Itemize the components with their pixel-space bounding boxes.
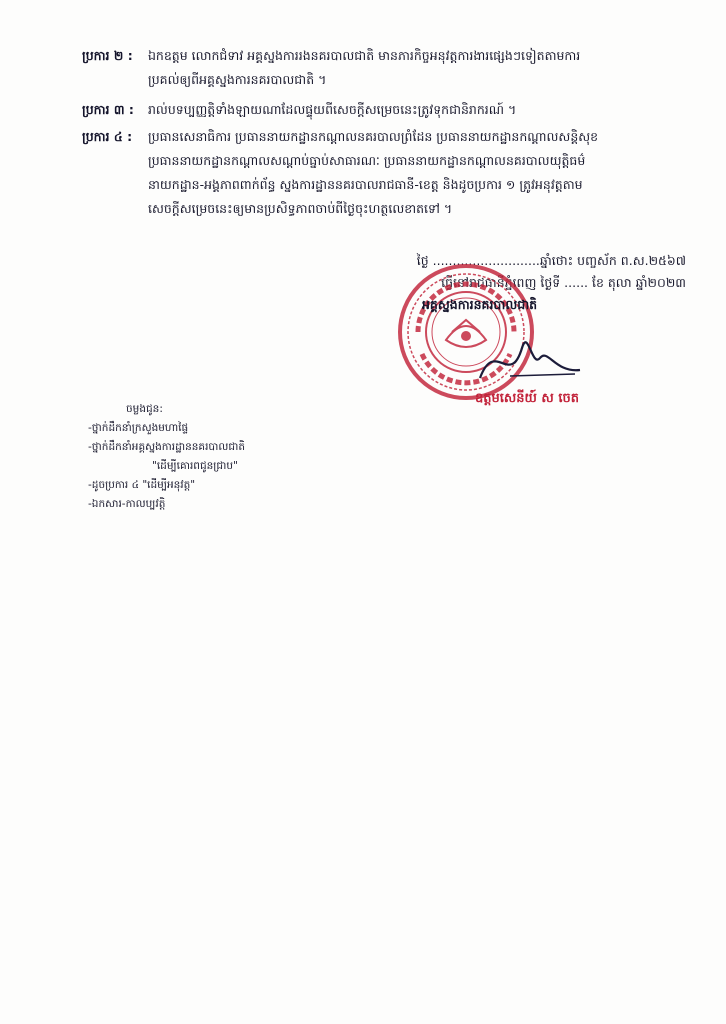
article-line: ប្រធាននាយកដ្ឋានកណ្តាលសណ្តាប់ធ្នាប់សាធារណៈ ប្រធាននាយកដ្ឋានកណ្តាលនគរបាលយុត្តិធម៌ (148, 153, 586, 168)
article-label: ប្រការ ២ : (82, 48, 133, 63)
copy-to-item: -ថ្នាក់ដឹកនាំក្រសួងមហាផ្ទៃ (88, 422, 189, 434)
solar-date: ធ្វើនៅរាជធានីភ្នំពេញ ថ្ងៃទី ...... ខែ តុលា ឆ្នាំ២០២៣ (441, 275, 686, 290)
copy-to-item: -ថ្នាក់ដឹកនាំអគ្គស្នងការដ្ឋាននគរបាលជាតិ (88, 441, 246, 453)
article-line: ប្រគល់ឲ្យពីអគ្គស្នងការនគរបាលជាតិ ។ (148, 72, 327, 87)
signatory-title: អគ្គស្នងការនគរបាលជាតិ (422, 297, 538, 312)
copy-to-title: ចម្លងជូន: (126, 403, 163, 415)
article-line: រាល់បទប្បញ្ញត្តិទាំងឡាយណាដែលផ្ទុយពីសេចក្តីសម្រេចនេះត្រូវទុកជានិរាករណ៍ ។ (148, 102, 517, 117)
article-body (148, 98, 686, 122)
copy-to-item: "ដើម្បីគោរពជូនជ្រាប" (152, 460, 238, 472)
article-body (148, 125, 686, 221)
article-body (148, 44, 686, 92)
copy-to-item: -ឯកសារ-កាលប្បវត្តិ (88, 498, 166, 510)
article-line: សេចក្តីសម្រេចនេះឲ្យមានប្រសិទ្ធភាពចាប់ពីថ្ងៃចុះហត្ថលេខាតទៅ ។ (148, 201, 453, 216)
article-line: ឯកឧត្តម លោកជំទាវ អគ្គស្នងការរងនគរបាលជាតិ មានភារកិច្ចអនុវត្តការងារផ្សេងៗទៀតតាមការ (148, 48, 581, 63)
copy-to-item: -ដូចប្រការ ៤ "ដើម្បីអនុវត្ត" (88, 479, 196, 491)
article-3 (82, 98, 686, 122)
article-2 (82, 44, 686, 92)
article-line: ប្រធានសេនាធិការ ប្រធាននាយកដ្ឋានកណ្តាលនគរបាលព្រំដែន ប្រធាននាយកដ្ឋានកណ្តាលសន្តិសុខ (148, 129, 599, 144)
signer-name: ឧត្តមសេនីយ៍ ស ចេត (475, 391, 579, 406)
article-label: ប្រការ ៤ : (82, 129, 133, 144)
article-label: ប្រការ ៣ : (82, 102, 134, 117)
copy-to-list (88, 400, 245, 514)
article-line: នាយកដ្ឋាន-អង្គភាពពាក់ព័ន្ធ ស្នងការដ្ឋាននគរបាលរាជធានី-ខេត្ត និងដូចប្រការ ១ ត្រូវអនុវត្តតាម (148, 177, 583, 192)
article-4 (82, 125, 686, 221)
signature-icon (470, 318, 590, 398)
lunar-date: ថ្ងៃ ...........................ឆ្នាំថោះ បញ្ចស័ក ព.ស.២៥៦៧ (416, 253, 686, 268)
